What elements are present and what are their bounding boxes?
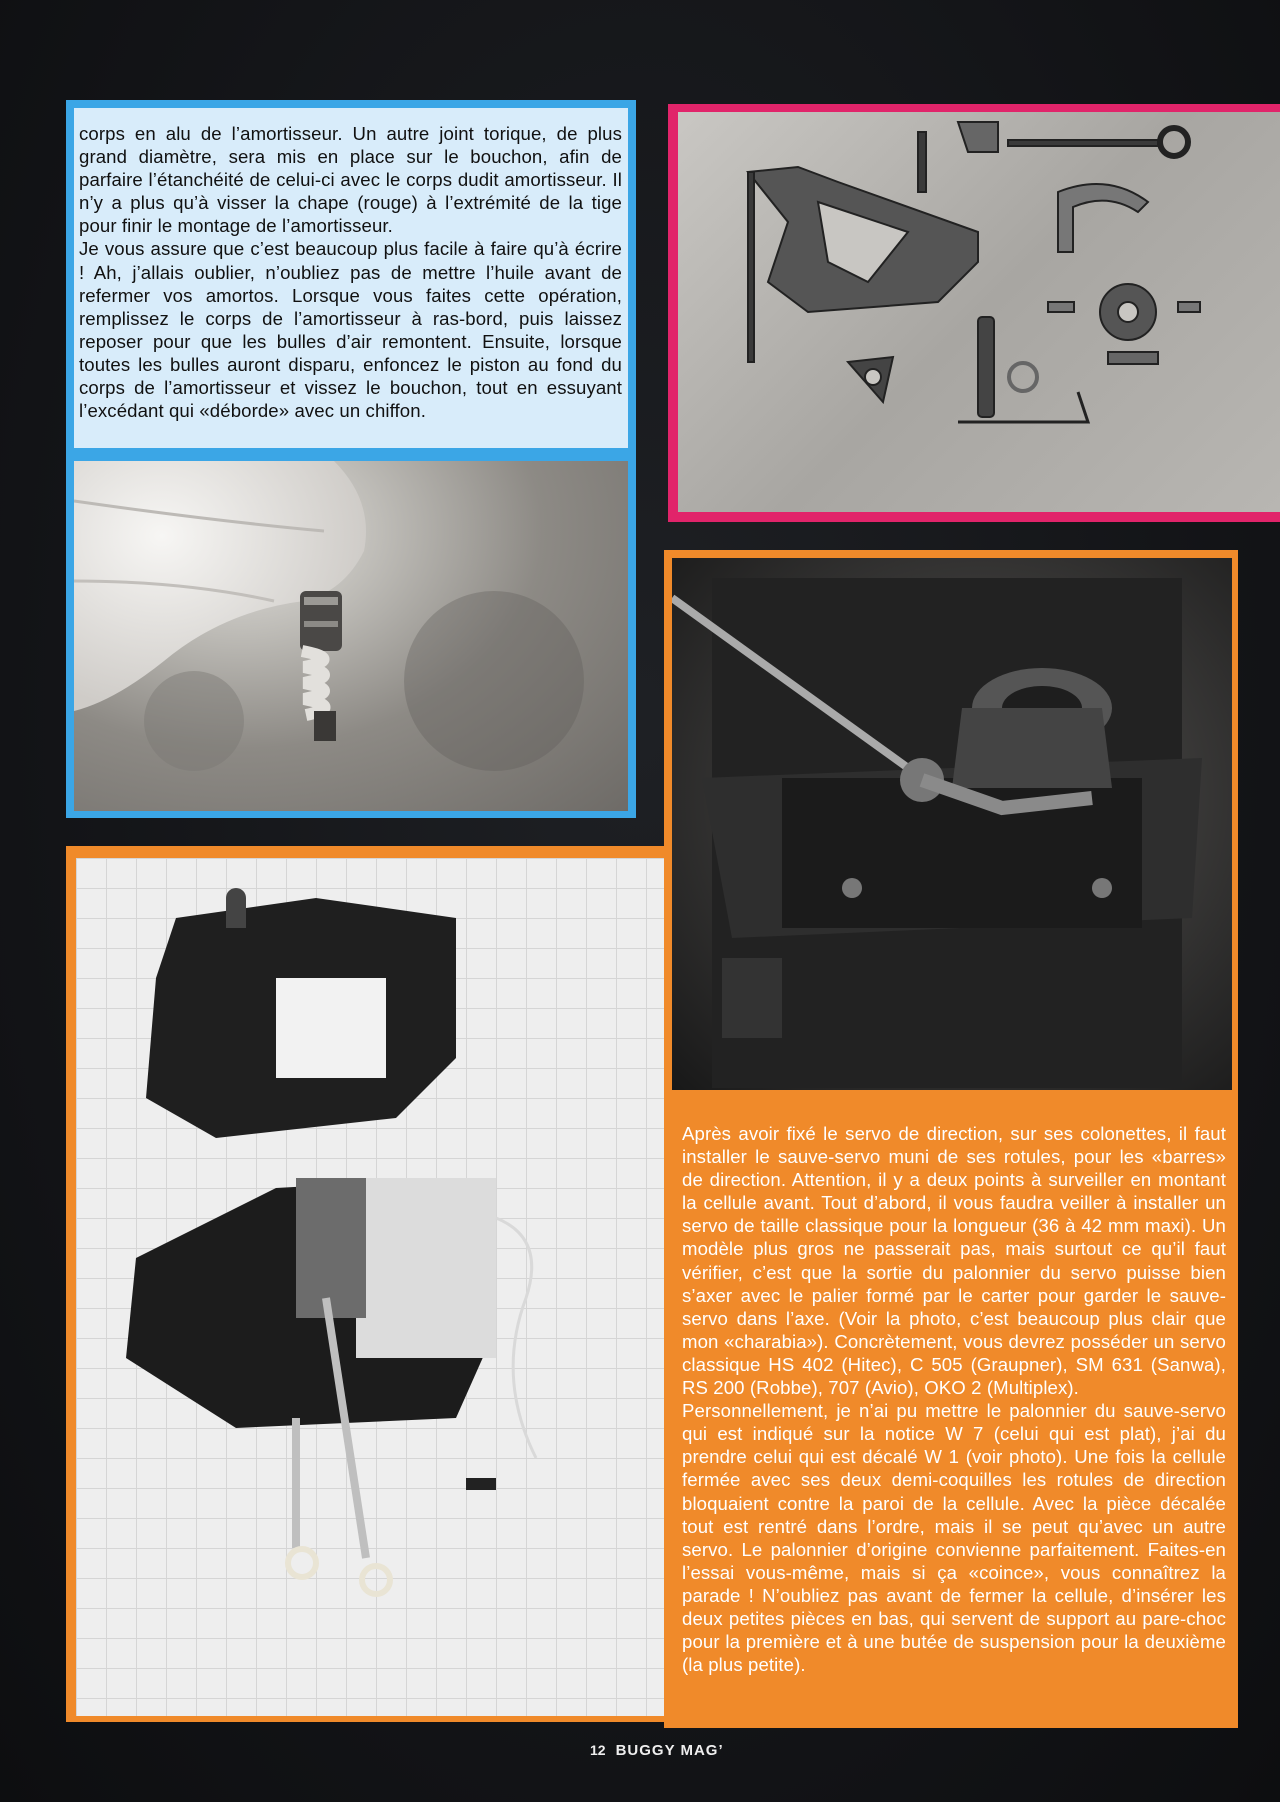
servo-installation-text-box	[676, 1122, 1228, 1722]
servo-paragraph-2: Personnellement, je n’ai pu mettre le palonnier du sauve-servo qui est indiqué sur la notice W 7 (celui qui est plat), j’ai du prendre celui qui est décalé W 1 (voir photo). Une fois la cellule fermée avec ses deux demi-coquilles les rotules de direction bloquaient contre la paroi de la cellule. Avec la pièce décalée tout est rentré dans l’ordre, mais il se peut qu’avec un autre servo. Le palonnier d’origine convienne parfaitement. Faites-en l’essai vous-même, mais si ça «coince», vous connaîtrez la parade ! N’oubliez pas avant de fermer la cellule, d’insérer les deux petites pièces en bas, qui servent de support au pare-choc pour la première et à une butée de suspension pour la deuxième (la plus petite).	[682, 1400, 1226, 1676]
servo-saver-photo	[672, 558, 1232, 1090]
shock-absorber-paragraph-2: Je vous assure que c’est beaucoup plus facile à faire qu’à écrire ! Ah, j’allais oublier, n’oubliez pas de mettre l’huile avant de refermer vos amortos. Lorsque vous faites cette opération, remplissez le corps de l’amortisseur à ras-bord, puis laissez reposer pour que les bulles d’air remontent. Ensuite, lorsque toutes les bulles auront disparu, enfoncez le piston au fond du corps de l’amortisseur et vissez le bouchon, tout en essuyant l’excédant qui «déborde» avec un chiffon.	[79, 238, 622, 422]
front-cell-photo	[76, 858, 664, 1716]
servo-paragraph-1: Après avoir fixé le servo de direction, sur ses colonettes, il faut installer le sauve-servo muni de ses rotules, pour les «barres» de direction. Attention, il y a deux points à surveiller en montant la cellule avant. Tout d’abord, il vous faudra veiller à installer un servo de taille classique pour la longueur (36 à 42 mm maxi). Un modèle plus gros ne passerait pas, mais surtout ce qu’il faut vérifier, c’est que la sortie du palonnier du servo puisse bien s’axer avec le palier formé par le carter pour garder le sauve-servo dans l’axe. (Voir la photo, c’est beaucoup plus clair que mon «charabia»). Concrètement, vous devrez posséder un servo classique HS 402 (Hitec), C 505 (Graupner), SM 631 (Sanwa), RS 200 (Robbe), 707 (Avio), OKO 2 (Multiplex).	[682, 1123, 1226, 1399]
page-footer	[590, 1738, 724, 1762]
suspension-parts-illustration	[678, 112, 1280, 512]
magazine-name: BUGGY MAG’	[615, 1741, 724, 1759]
shock-absorber-paragraph-1: corps en alu de l’amortisseur. Un autre joint torique, de plus grand diamètre, sera mis en place sur le bouchon, afin de parfaire l’étanchéité de celui-ci avec le corps dudit amortisseur. Il n’y a plus qu’à visser la chape (rouge) à l’extrémité de la tige pour finir le montage de l’amortisseur.	[79, 123, 622, 237]
suspension-parts-photo	[678, 112, 1280, 512]
page-number: 12	[590, 1742, 606, 1758]
shock-absorber-photo	[74, 461, 628, 811]
servo-saver-illustration	[672, 558, 1232, 1090]
shock-absorber-photo-illustration	[74, 461, 628, 811]
front-cell-illustration	[76, 858, 664, 1716]
shock-absorber-text-box	[74, 108, 628, 448]
